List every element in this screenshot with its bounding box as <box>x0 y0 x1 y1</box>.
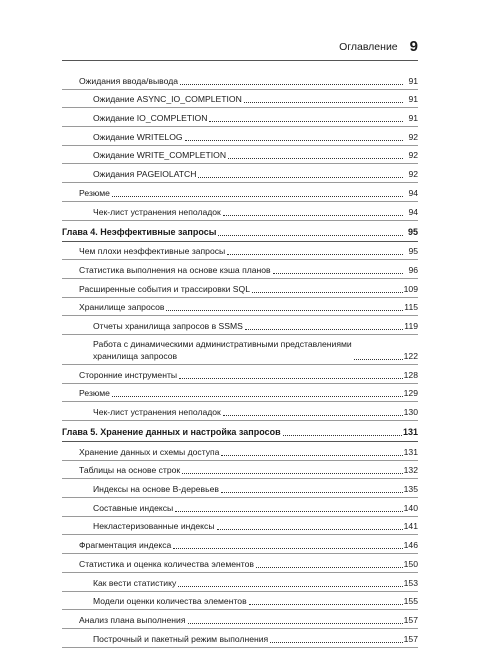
toc-entry[interactable] <box>62 517 418 536</box>
toc-entry[interactable] <box>62 183 418 202</box>
toc-entry-page: 130 <box>403 407 418 417</box>
dot-leader <box>166 310 403 311</box>
toc-entry-title: Индексы на основе B-деревьев <box>93 484 219 495</box>
toc-entry-title: Глава 4. Неэффективные запросы <box>62 226 217 237</box>
dot-leader <box>256 567 403 568</box>
toc-entry-title: Чек-лист устранения неполадок <box>93 407 221 417</box>
toc-entry-title: Как вести статистику <box>93 577 177 588</box>
toc-entry-page: 95 <box>407 226 418 237</box>
toc-entry[interactable] <box>62 498 418 517</box>
toc-entry-title: Анализ плана выполнения <box>79 614 186 625</box>
dot-leader <box>112 396 403 397</box>
toc-entry-title <box>93 338 352 362</box>
toc-entry-page: 92 <box>408 169 418 180</box>
dot-leader <box>180 84 403 85</box>
toc-entry-page: 155 <box>403 596 418 607</box>
dot-leader <box>252 292 403 293</box>
toc-entry-page: 135 <box>403 484 418 495</box>
dot-leader <box>273 273 403 274</box>
running-head-title: Оглавление <box>339 40 398 53</box>
toc-entry-page: 157 <box>403 633 418 644</box>
dot-leader <box>244 102 403 103</box>
toc-entry-title: Хранение данных и схемы доступа <box>79 446 220 457</box>
toc-entry-page: 132 <box>403 465 418 476</box>
toc-entry[interactable] <box>62 442 418 461</box>
toc-entry-page: 150 <box>403 558 418 569</box>
toc-entry-title: Хранилище запросов <box>79 302 165 313</box>
toc-entry-page: 94 <box>408 206 418 217</box>
toc-entry-page: 91 <box>408 94 418 105</box>
dot-leader <box>173 548 402 549</box>
toc-entry[interactable] <box>62 127 418 146</box>
toc-entry-page: 119 <box>404 320 418 331</box>
toc-entry[interactable] <box>62 402 418 421</box>
toc-entry-title: Фрагментация индекса <box>79 540 172 551</box>
toc-entry-page: 96 <box>408 264 418 275</box>
dot-leader <box>188 623 403 624</box>
toc-entry-title: Ожидание WRITELOG <box>93 131 183 142</box>
dot-leader <box>182 473 402 474</box>
toc-entry-title: Ожидания ввода/вывода <box>79 75 179 86</box>
toc-entry[interactable] <box>62 365 418 384</box>
toc-entry[interactable] <box>62 202 418 221</box>
toc-chapter-entry[interactable] <box>62 221 418 242</box>
toc-entry-page: 153 <box>403 577 418 588</box>
toc-entry-title: Построчный и пакетный режим выполнения <box>93 633 269 644</box>
toc-entry-title: Ожидание IO_COMPLETION <box>93 113 208 124</box>
table-of-contents <box>62 71 418 648</box>
toc-entry-page: 92 <box>408 150 418 161</box>
toc-entry[interactable] <box>62 554 418 573</box>
toc-entry-title-line2: хранилища запросов <box>93 350 178 361</box>
toc-entry[interactable] <box>62 71 418 90</box>
dot-leader <box>228 158 403 159</box>
dot-leader <box>218 235 403 236</box>
toc-entry[interactable] <box>62 298 418 317</box>
page-header <box>339 38 418 55</box>
toc-entry-page: 129 <box>403 388 418 399</box>
toc-entry[interactable] <box>62 629 418 648</box>
toc-entry-title: Составные индексы <box>93 502 174 513</box>
toc-entry-page: 115 <box>404 302 418 313</box>
toc-entry-page: 140 <box>403 502 418 513</box>
header-rule <box>62 60 418 61</box>
toc-entry-title: Глава 5. Хранение данных и настройка запросов <box>62 427 281 437</box>
dot-leader <box>198 177 403 178</box>
toc-entry-title-line1: Работа с динамическими административными представлениями <box>93 338 352 349</box>
toc-entry-title: Модели оценки количества элементов <box>93 596 247 607</box>
toc-entry-title: Чем плохи неэффективные запросы <box>79 246 226 257</box>
toc-entry[interactable] <box>62 90 418 109</box>
toc-entry-title: Резюме <box>79 187 110 198</box>
dot-leader <box>217 529 403 530</box>
toc-entry[interactable] <box>62 479 418 498</box>
toc-entry-title: Чек-лист устранения неполадок <box>93 206 221 217</box>
toc-entry[interactable] <box>62 384 418 403</box>
toc-entry-page: 91 <box>408 75 418 86</box>
toc-entry-title: Таблицы на основе строк <box>79 465 181 476</box>
toc-entry[interactable] <box>62 461 418 480</box>
toc-entry-page: 92 <box>408 131 418 142</box>
toc-entry[interactable] <box>62 316 418 335</box>
dot-leader <box>270 642 402 643</box>
toc-entry[interactable] <box>62 573 418 592</box>
toc-entry[interactable] <box>62 164 418 183</box>
toc-entry-page: 91 <box>408 113 418 124</box>
dot-leader <box>175 511 402 512</box>
toc-entry[interactable] <box>62 279 418 298</box>
toc-entry-page: 131 <box>403 446 418 457</box>
toc-entry-title: Статистика выполнения на основе кэша планов <box>79 264 271 275</box>
toc-entry-page: 109 <box>403 283 418 294</box>
dot-leader <box>223 415 403 416</box>
toc-entry-page: 122 <box>403 350 418 361</box>
dot-leader <box>178 586 402 587</box>
toc-entry[interactable] <box>62 535 418 554</box>
toc-entry-title: Ожидание WRITE_COMPLETION <box>93 150 227 161</box>
dot-leader <box>209 121 403 122</box>
toc-entry-page: 128 <box>403 369 418 380</box>
toc-entry-title: Статистика и оценка количества элементов <box>79 558 254 569</box>
toc-entry-title: Сторонние инструменты <box>79 369 178 380</box>
toc-entry[interactable] <box>62 260 418 279</box>
toc-entry-page: 141 <box>403 521 418 532</box>
toc-entry-page: 94 <box>408 187 418 198</box>
toc-entry[interactable] <box>62 335 418 365</box>
dot-leader <box>185 140 403 141</box>
dot-leader <box>245 329 403 330</box>
toc-entry[interactable] <box>62 242 418 261</box>
toc-entry-title: Отчеты хранилища запросов в SSMS <box>93 320 243 331</box>
toc-entry-title: Ожидания PAGEIOLATCH <box>93 169 197 180</box>
dot-leader <box>223 215 403 216</box>
toc-entry-page: 157 <box>403 614 418 625</box>
toc-entry[interactable] <box>62 592 418 611</box>
dot-leader <box>354 359 403 360</box>
dot-leader <box>221 455 402 456</box>
toc-entry[interactable] <box>62 610 418 629</box>
dot-leader <box>249 604 403 605</box>
page-number: 9 <box>409 38 418 55</box>
toc-entry-title: Расширенные события и трассировки SQL <box>79 283 251 294</box>
dot-leader <box>179 378 403 379</box>
toc-chapter-entry[interactable] <box>62 421 418 442</box>
toc-entry-title: Резюме <box>79 388 110 399</box>
dot-leader <box>283 435 402 436</box>
dot-leader <box>221 492 403 493</box>
toc-entry[interactable] <box>62 108 418 127</box>
toc-entry-title: Некластеризованные индексы <box>93 521 215 532</box>
toc-entry-page: 131 <box>402 427 418 437</box>
dot-leader <box>112 196 403 197</box>
toc-entry[interactable] <box>62 146 418 165</box>
toc-entry-page: 146 <box>403 540 418 551</box>
toc-entry-title: Ожидание ASYNC_IO_COMPLETION <box>93 94 242 105</box>
dot-leader <box>227 254 403 255</box>
toc-entry-page: 95 <box>408 246 418 257</box>
